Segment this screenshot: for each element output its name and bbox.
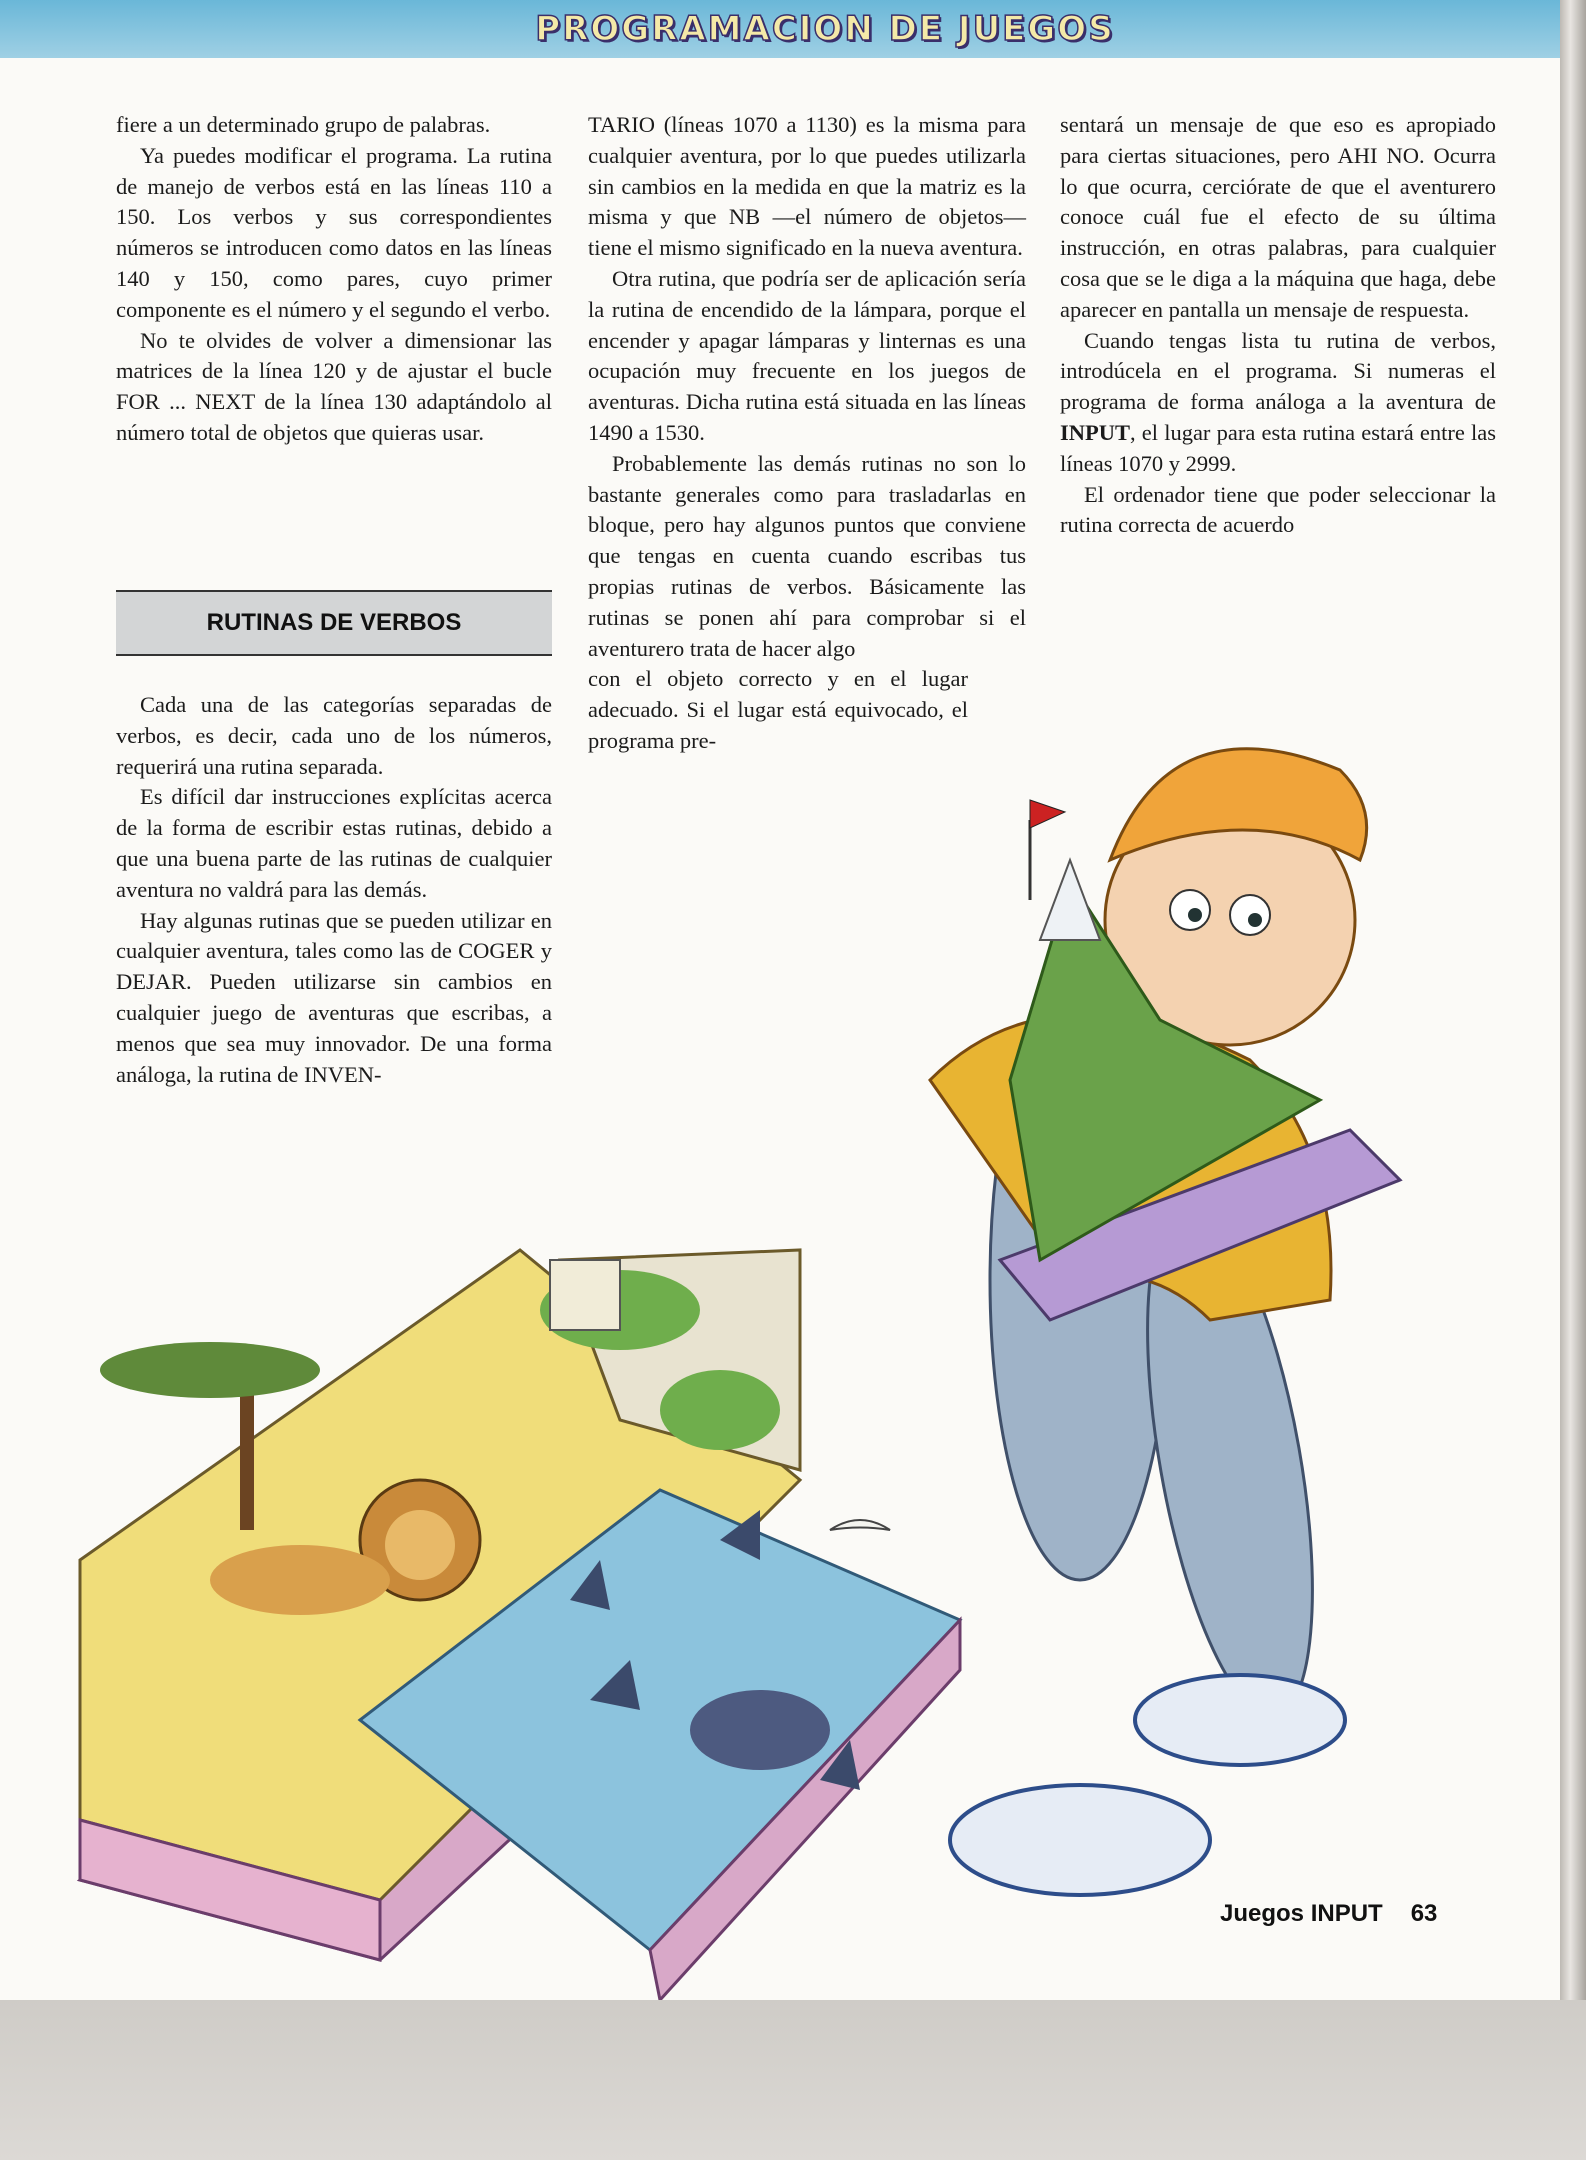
paragraph: Ya puedes modificar el programa. La rutina de manejo de verbos está en las líneas 110 a 150. Los verbos y sus correspondientes números se introducen como datos en las líneas 140 y 150, como pares, cuyo primer componente es el número y el segundo el verbo. [116,142,552,322]
paragraph: TARIO (líneas 1070 a 1130) es la misma para cualquier aventura, por lo que puedes utilizarla sin cambios en la medida en que la matriz es la misma y que NB —el número de objetos— tiene el mismo significado en la nueva aventura. [588,112,1026,261]
page-footer [1220,1900,1437,1928]
bold-term: INPUT [1060,419,1131,445]
page-title: PROGRAMACION DE JUEGOS [535,9,1115,49]
text-run: , el lugar para esta rutina estará entre las líneas 1070 y 2999. [1060,419,1496,476]
paragraph: Es difícil dar instrucciones explícitas acerca de la forma de escribir estas rutinas, debido a que una buena parte de las rutinas de cualquier aventura no valdrá para las demás. [116,784,552,902]
page-number: 63 [1410,1900,1438,1927]
paragraph: Otra rutina, que podría ser de aplicación sería la rutina de encendido de la lámpara, porque el encender y apagar lámparas y linternas es una ocupación muy frecuente en los juegos de aventuras. Dicha rutina está situada en las líneas 1490 a 1530. [588,265,1026,445]
paragraph: No te olvides de volver a dimensionar las matrices de la línea 120 y de ajustar el bucle FOR ... NEXT de la línea 130 adaptándolo al número total de objetos que quieras usar. [116,327,552,445]
page-edge [1560,0,1586,2000]
paragraph: Hay algunas rutinas que se pueden utilizar en cualquier aventura, tales como las de COGER y DEJAR. Pueden utilizarse sin cambios en cualquier juego de aventuras que escribas, a menos que sea muy innovador. De una forma análoga, la rutina de INVEN- [116,907,552,1087]
paragraph: con el objeto correcto y en el lugar adecuado. Si el lugar está equivocado, el programa pre- [588,666,968,753]
map-tiles [80,1250,960,2000]
paragraph: El ordenador tiene que poder seleccionar la rutina correcta de acuerdo [1060,481,1496,538]
magazine-name: Juegos INPUT [1220,1900,1383,1927]
text-run: Cuando tengas lista tu rutina de verbos, introdúcela en el programa. Si numeras el programa de forma análoga a la aventura de [1060,327,1496,415]
paragraph: sentará un mensaje de que eso es apropiado para ciertas situaciones, pero AHI NO. Ocurra lo que ocurra, cerciórate de que el aventurero conoce cuál fue el efecto de su última instrucción, en otras palabras, para cualquier cosa que se le diga a la máquina que haga, debe aparecer en pantalla un mensaje de respuesta. [1060,112,1496,322]
paragraph: fiere a un determinado grupo de palabras. [116,112,491,137]
boy-character [930,749,1400,1895]
section-heading: RUTINAS DE VERBOS [206,609,462,636]
scan-background [0,2000,1586,2160]
paragraph: Cada una de las categorías separadas de verbos, es decir, cada uno de los números, requerirá una rutina separada. [116,692,552,779]
paragraph: Probablemente las demás rutinas no son lo bastante generales como para trasladarlas en bloque, pero hay algunos puntos que conviene que tengas en cuenta cuando escribas tus propias rutinas de verbos. Básicamente las rutinas se ponen ahí para comprobar si el aventurero trata de hacer algo [588,450,1026,661]
